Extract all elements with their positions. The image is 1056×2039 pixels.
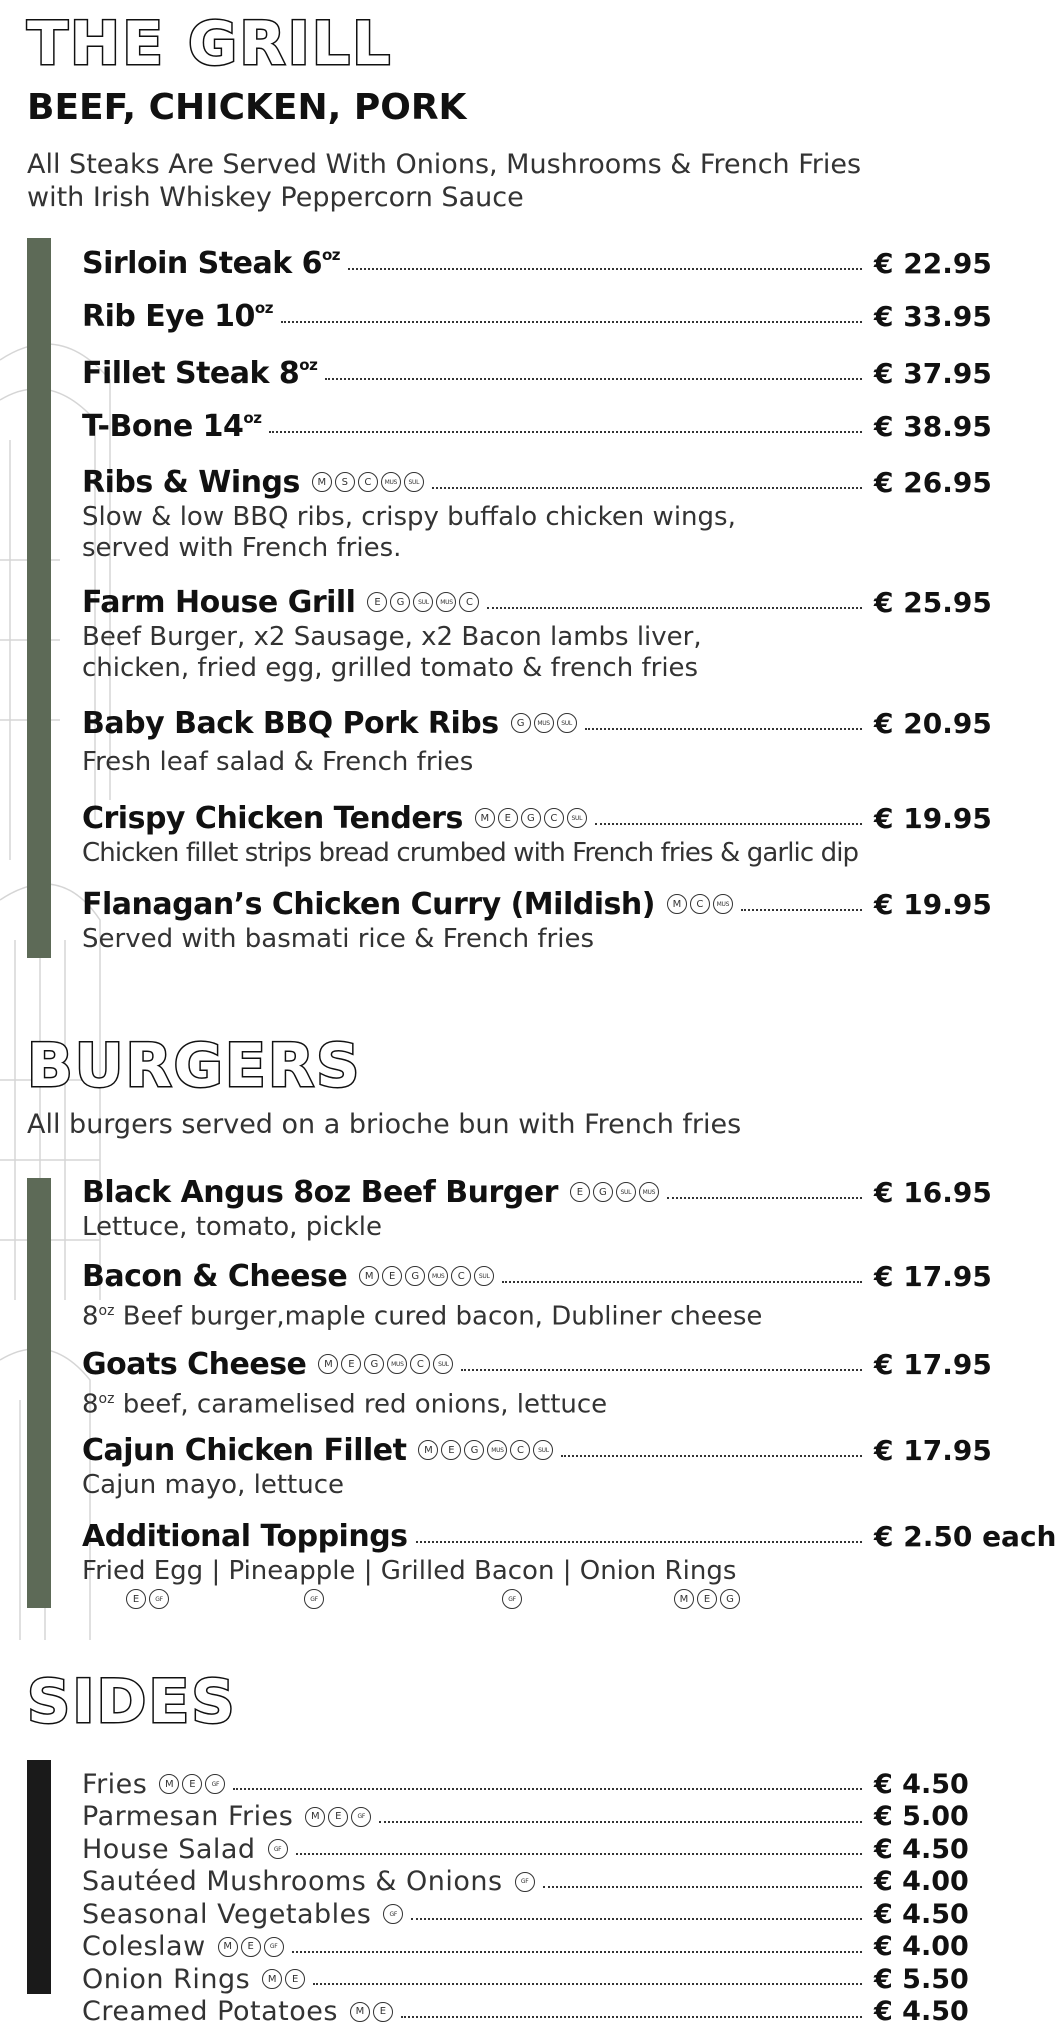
topping-allergen-group [502, 1589, 522, 1609]
grill-item-price: € 19.95 [874, 887, 992, 921]
side-item-name-text: Parmesan Fries [82, 1801, 294, 1832]
allergen-gf-icon: GF [351, 1807, 371, 1827]
allergen-e-icon: E [373, 2002, 393, 2022]
side-item-row [82, 1768, 1024, 1800]
burger-desc-text: Lettuce, tomato, pickle [82, 1212, 383, 1242]
allergen-sul-icon: SUL [616, 1182, 636, 1202]
burger-item-name-text: Cajun Chicken Fillet [82, 1432, 407, 1468]
grill-item-name-text: Fillet Steak 8 [82, 355, 300, 391]
burger-item-allergens [570, 1182, 659, 1202]
toppings-row [82, 1516, 1056, 1556]
grill-intro [27, 148, 861, 214]
allergen-mus-icon: MUS [487, 1440, 507, 1460]
allergen-gf-icon: GF [304, 1589, 324, 1609]
allergen-e-icon: E [570, 1182, 590, 1202]
burgers-intro: All burgers served on a brioche bun with French fries [27, 1109, 742, 1140]
burger-desc-text: Beef burger,maple cured bacon, Dubliner cheese [114, 1301, 763, 1332]
allergen-e-icon: E [328, 1807, 348, 1827]
grill-item-price: € 19.95 [874, 801, 992, 835]
grill-item-leader-dots [269, 431, 862, 433]
side-item-price: € 4.50 [874, 1833, 969, 1865]
grill-item-price: € 38.95 [874, 409, 992, 443]
grill-item-description: served with French fries. [82, 533, 402, 563]
side-item-price: € 4.00 [874, 1931, 969, 1962]
allergen-mus-icon: MUS [436, 592, 456, 612]
toppings-item [82, 1516, 1056, 1613]
side-item [82, 1898, 1024, 1930]
allergen-m-icon: M [475, 808, 495, 828]
allergen-m-icon: M [218, 1937, 238, 1957]
burger-item-row [82, 1344, 1024, 1384]
burger-item-row [82, 1256, 1024, 1296]
burger-desc-unit: oz [98, 1391, 115, 1407]
side-item [82, 1866, 1024, 1898]
allergen-sul-icon: SUL [413, 592, 433, 612]
burger-item-description [82, 1470, 1024, 1501]
grill-intro-line-1: All Steaks Are Served With Onions, Mushrooms & French Fries [27, 149, 862, 180]
burger-item-allergens [359, 1266, 494, 1286]
allergen-g-icon: G [364, 1354, 384, 1374]
grill-item-name-text: Crispy Chicken Tenders [82, 800, 463, 836]
allergen-e-icon: E [498, 808, 518, 828]
grill-item-name-text: Baby Back BBQ Pork Ribs [82, 705, 499, 741]
allergen-g-icon: G [511, 713, 531, 733]
grill-item [82, 884, 1024, 955]
toppings-list: Fried Egg | Pineapple | Grilled Bacon | Onion Rings [82, 1556, 737, 1586]
side-item-row [82, 1801, 1024, 1833]
grill-item-row [82, 243, 1024, 283]
side-item-allergens [262, 1969, 305, 1989]
side-item-row [82, 1931, 1024, 1963]
allergen-mus-icon: MUS [428, 1266, 448, 1286]
side-item-row [82, 1898, 1024, 1930]
side-item-name [82, 1769, 147, 1800]
allergen-m-icon: M [318, 1354, 338, 1374]
burger-item-leader-dots [461, 1369, 862, 1371]
grill-item-name-text: Sirloin Steak 6 [82, 245, 322, 281]
grill-item [82, 798, 1024, 869]
allergen-g-icon: G [720, 1589, 740, 1609]
grill-intro-line-2: with Irish Whiskey Peppercorn Sauce [27, 182, 524, 213]
burger-item-price: € 17.95 [874, 1347, 992, 1381]
side-item-leader-dots [411, 1918, 862, 1920]
side-item-leader-dots [379, 1821, 862, 1823]
allergen-gf-icon: GF [264, 1937, 284, 1957]
side-item-price: € 5.50 [874, 1963, 969, 1995]
grill-item-description: chicken, fried egg, grilled tomato & french fries [82, 653, 699, 683]
burger-item-name-text: Bacon & Cheese [82, 1258, 348, 1294]
side-item-name [82, 1899, 371, 1930]
allergen-gf-icon: GF [515, 1872, 535, 1892]
side-item-leader-dots [292, 1951, 862, 1953]
allergen-sul-icon: SUL [474, 1266, 494, 1286]
grill-item-name [82, 585, 355, 620]
burger-item-name [82, 1259, 347, 1294]
grill-title: THE GRILL [27, 9, 393, 79]
burger-item-leader-dots [502, 1281, 862, 1283]
grill-item-name [82, 409, 261, 444]
allergen-e-icon: E [341, 1354, 361, 1374]
grill-item-row [82, 296, 1024, 336]
allergen-mus-icon: MUS [534, 713, 554, 733]
allergen-gf-icon: GF [268, 1839, 288, 1859]
grill-item-name [82, 246, 340, 281]
grill-item-leader-dots [741, 909, 862, 911]
grill-item-row [82, 884, 1024, 924]
side-item-name [82, 1964, 250, 1995]
grill-item-leader-dots [595, 823, 862, 825]
allergen-m-icon: M [418, 1440, 438, 1460]
grill-item-leader-dots [585, 728, 862, 730]
grill-item-leader-dots [325, 378, 862, 380]
grill-item-description: Served with basmati rice & French fries [82, 924, 595, 954]
side-item-price: € 4.00 [874, 1866, 969, 1897]
burger-item [82, 1172, 1024, 1243]
grill-item-allergens [312, 472, 424, 492]
grill-item-row [82, 406, 1024, 446]
side-item-allergens [305, 1807, 371, 1827]
toppings-allergens [82, 1587, 1024, 1613]
side-item-allergens [383, 1904, 403, 1924]
grill-item-name [82, 299, 273, 334]
grill-item-allergens [667, 894, 733, 914]
allergen-sul-icon: SUL [567, 808, 587, 828]
burger-desc-text: beef, caramelised red onions, lettuce [114, 1389, 608, 1420]
toppings-name-text: Additional Toppings [82, 1518, 408, 1554]
allergen-c-icon: C [459, 592, 479, 612]
side-item-allergens [515, 1872, 535, 1892]
grill-item-allergens [475, 808, 587, 828]
topping-allergen-group [126, 1589, 169, 1609]
burger-item-allergens [418, 1440, 553, 1460]
grill-item-name-text: Ribs & Wings [82, 464, 300, 500]
allergen-e-icon: E [182, 1774, 202, 1794]
allergen-c-icon: C [451, 1266, 471, 1286]
grill-item [82, 243, 1024, 283]
grill-item-allergens [511, 713, 577, 733]
grill-item-name-unit: oz [321, 245, 341, 264]
grill-item-price: € 20.95 [874, 706, 992, 740]
grill-item-name [82, 356, 317, 391]
grill-item-price: € 37.95 [874, 356, 992, 390]
allergen-gf-icon: GF [502, 1589, 522, 1609]
allergen-g-icon: G [593, 1182, 613, 1202]
grill-item-name-unit: oz [299, 355, 318, 374]
grill-item-name-text: T-Bone 14 [82, 408, 244, 444]
allergen-e-icon: E [285, 1969, 305, 1989]
grill-item-name [82, 887, 655, 922]
toppings-leader-dots [416, 1541, 862, 1543]
side-item-leader-dots [296, 1853, 862, 1855]
burger-item-name-text: Black Angus 8oz Beef Burger [82, 1174, 558, 1210]
burger-item-name [82, 1175, 558, 1210]
burger-item-name-text: Goats Cheese [82, 1346, 307, 1382]
allergen-g-icon: G [405, 1266, 425, 1286]
allergen-e-icon: E [241, 1937, 261, 1957]
side-item-leader-dots [313, 1983, 862, 1985]
grill-item-row [82, 798, 1024, 838]
allergen-mus-icon: MUS [713, 894, 733, 914]
side-item-name-text: Creamed Potatoes [82, 1996, 338, 2027]
side-item-name-text: Coleslaw [82, 1931, 206, 1962]
grill-item-price: € 26.95 [874, 465, 992, 499]
allergen-e-icon: E [382, 1266, 402, 1286]
sides-side-bar [27, 1760, 51, 1994]
side-item-price: € 5.00 [874, 1801, 969, 1832]
allergen-c-icon: C [510, 1440, 530, 1460]
allergen-e-icon: E [441, 1440, 461, 1460]
topping-allergen-group [304, 1589, 324, 1609]
allergen-m-icon: M [262, 1969, 282, 1989]
grill-item-row [82, 703, 1024, 743]
sides-title: SIDES [27, 1667, 237, 1737]
allergen-sul-icon: SUL [533, 1440, 553, 1460]
side-item-price: € 4.50 [874, 1996, 969, 2027]
side-item [82, 1801, 1024, 1833]
grill-item-description: Chicken fillet strips bread crumbed with French fries & garlic dip [82, 838, 859, 868]
side-item-row [82, 1833, 1024, 1865]
side-item-name-text: Sautéed Mushrooms & Onions [82, 1866, 503, 1897]
side-item-allergens [350, 2002, 393, 2022]
side-item-leader-dots [401, 2016, 862, 2018]
burger-item-price: € 17.95 [874, 1259, 992, 1293]
side-item-allergens [268, 1839, 288, 1859]
burger-item [82, 1256, 1024, 1333]
side-item-price: € 4.50 [874, 1898, 969, 1930]
allergen-g-icon: G [464, 1440, 484, 1460]
allergen-g-icon: G [521, 808, 541, 828]
burger-item [82, 1430, 1024, 1501]
allergen-mus-icon: MUS [387, 1354, 407, 1374]
grill-item-description: Beef Burger, x2 Sausage, x2 Bacon lambs liver, [82, 622, 702, 652]
allergen-sul-icon: SUL [404, 472, 424, 492]
grill-item-leader-dots [281, 321, 862, 323]
allergen-m-icon: M [359, 1266, 379, 1286]
grill-item-row [82, 353, 1024, 393]
grill-item-name-unit: oz [243, 408, 262, 427]
side-item-name-text: Fries [82, 1768, 148, 1800]
topping-allergen-group [674, 1589, 740, 1609]
burger-item-description [82, 1384, 1024, 1421]
side-item [82, 1768, 1024, 1800]
allergen-m-icon: M [312, 472, 332, 492]
burger-item-row [82, 1430, 1024, 1470]
allergen-m-icon: M [667, 894, 687, 914]
allergen-m-icon: M [305, 1807, 325, 1827]
side-item [82, 1833, 1024, 1865]
grill-item-name-text: Farm House Grill [82, 584, 356, 620]
grill-item-price: € 33.95 [874, 299, 992, 333]
allergen-gf-icon: GF [149, 1589, 169, 1609]
allergen-e-icon: E [367, 592, 387, 612]
side-item-name [82, 1801, 293, 1832]
side-item-leader-dots [233, 1788, 862, 1790]
side-item-allergens [159, 1774, 225, 1794]
grill-item [82, 462, 1024, 564]
grill-item-price: € 25.95 [874, 585, 992, 619]
side-item-name [82, 1996, 338, 2027]
grill-item [82, 296, 1024, 336]
allergen-m-icon: M [674, 1589, 694, 1609]
side-item-row [82, 1866, 1024, 1898]
allergen-c-icon: C [410, 1354, 430, 1374]
allergen-c-icon: C [690, 894, 710, 914]
side-item-name-text: Seasonal Vegetables [82, 1898, 372, 1930]
grill-item-leader-dots [348, 268, 862, 270]
burger-desc-text: Cajun mayo, lettuce [82, 1470, 344, 1500]
side-item-row [82, 1963, 1024, 1995]
burger-item-allergens [318, 1354, 453, 1374]
grill-item-name [82, 801, 463, 836]
burger-item-name [82, 1347, 306, 1382]
allergen-gf-icon: GF [383, 1904, 403, 1924]
grill-item-name-unit: oz [254, 298, 273, 317]
grill-item-allergens [367, 592, 479, 612]
grill-item-name [82, 465, 300, 500]
burger-item-description [82, 1296, 1024, 1333]
grill-item-row [82, 582, 1024, 622]
burger-item-leader-dots [667, 1197, 862, 1199]
allergen-e-icon: E [697, 1589, 717, 1609]
grill-subtitle: BEEF, CHICKEN, PORK [27, 87, 467, 128]
grill-item-name [82, 706, 499, 741]
side-item [82, 1931, 1024, 1963]
allergen-gf-icon: GF [205, 1774, 225, 1794]
allergen-c-icon: C [358, 472, 378, 492]
grill-item-name-text: Flanagan’s Chicken Curry (Mildish) [82, 886, 655, 922]
grill-side-bar [27, 238, 51, 958]
side-item-allergens [218, 1937, 284, 1957]
burger-desc-weight: 8 [82, 1389, 99, 1420]
allergen-s-icon: S [335, 472, 355, 492]
side-item-name [82, 1931, 206, 1962]
burgers-title: BURGERS [27, 1031, 362, 1101]
allergen-e-icon: E [126, 1589, 146, 1609]
side-item [82, 1996, 1024, 2028]
burger-desc-weight: 8 [82, 1301, 99, 1332]
side-item-name [82, 1866, 503, 1897]
allergen-g-icon: G [390, 592, 410, 612]
grill-item [82, 703, 1024, 778]
side-item-row [82, 1996, 1024, 2028]
burger-item [82, 1344, 1024, 1421]
grill-item-description: Fresh leaf salad & French fries [82, 747, 474, 777]
burger-item-name [82, 1433, 406, 1468]
side-item-name-text: Onion Rings [82, 1963, 251, 1995]
burger-desc-unit: oz [98, 1303, 115, 1319]
grill-item-description: Slow & low BBQ ribs, crispy buffalo chicken wings, [82, 502, 736, 532]
allergen-mus-icon: MUS [639, 1182, 659, 1202]
burger-item-price: € 17.95 [874, 1433, 992, 1467]
allergen-c-icon: C [544, 808, 564, 828]
burger-item-price: € 16.95 [874, 1175, 992, 1209]
side-item [82, 1963, 1024, 1995]
grill-item-row [82, 462, 1024, 502]
side-item-leader-dots [543, 1886, 862, 1888]
grill-item [82, 582, 1024, 684]
grill-item-leader-dots [487, 607, 862, 609]
toppings-price: € 2.50 each [874, 1519, 1056, 1553]
grill-item [82, 406, 1024, 446]
toppings-name [82, 1519, 408, 1554]
burger-item-description [82, 1212, 1024, 1243]
side-item-name-text: House Salad [82, 1833, 256, 1865]
grill-item-price: € 22.95 [874, 246, 992, 280]
grill-item-leader-dots [432, 487, 862, 489]
side-item-name [82, 1834, 256, 1865]
allergen-sul-icon: SUL [557, 713, 577, 733]
grill-item-name-text: Rib Eye 10 [82, 298, 255, 334]
allergen-sul-icon: SUL [433, 1354, 453, 1374]
burger-item-leader-dots [561, 1455, 862, 1457]
grill-item [82, 353, 1024, 393]
side-item-price: € 4.50 [874, 1768, 969, 1800]
burger-item-row [82, 1172, 1024, 1212]
allergen-mus-icon: MUS [381, 472, 401, 492]
burgers-side-bar [27, 1178, 51, 1608]
allergen-m-icon: M [350, 2002, 370, 2022]
allergen-m-icon: M [159, 1774, 179, 1794]
